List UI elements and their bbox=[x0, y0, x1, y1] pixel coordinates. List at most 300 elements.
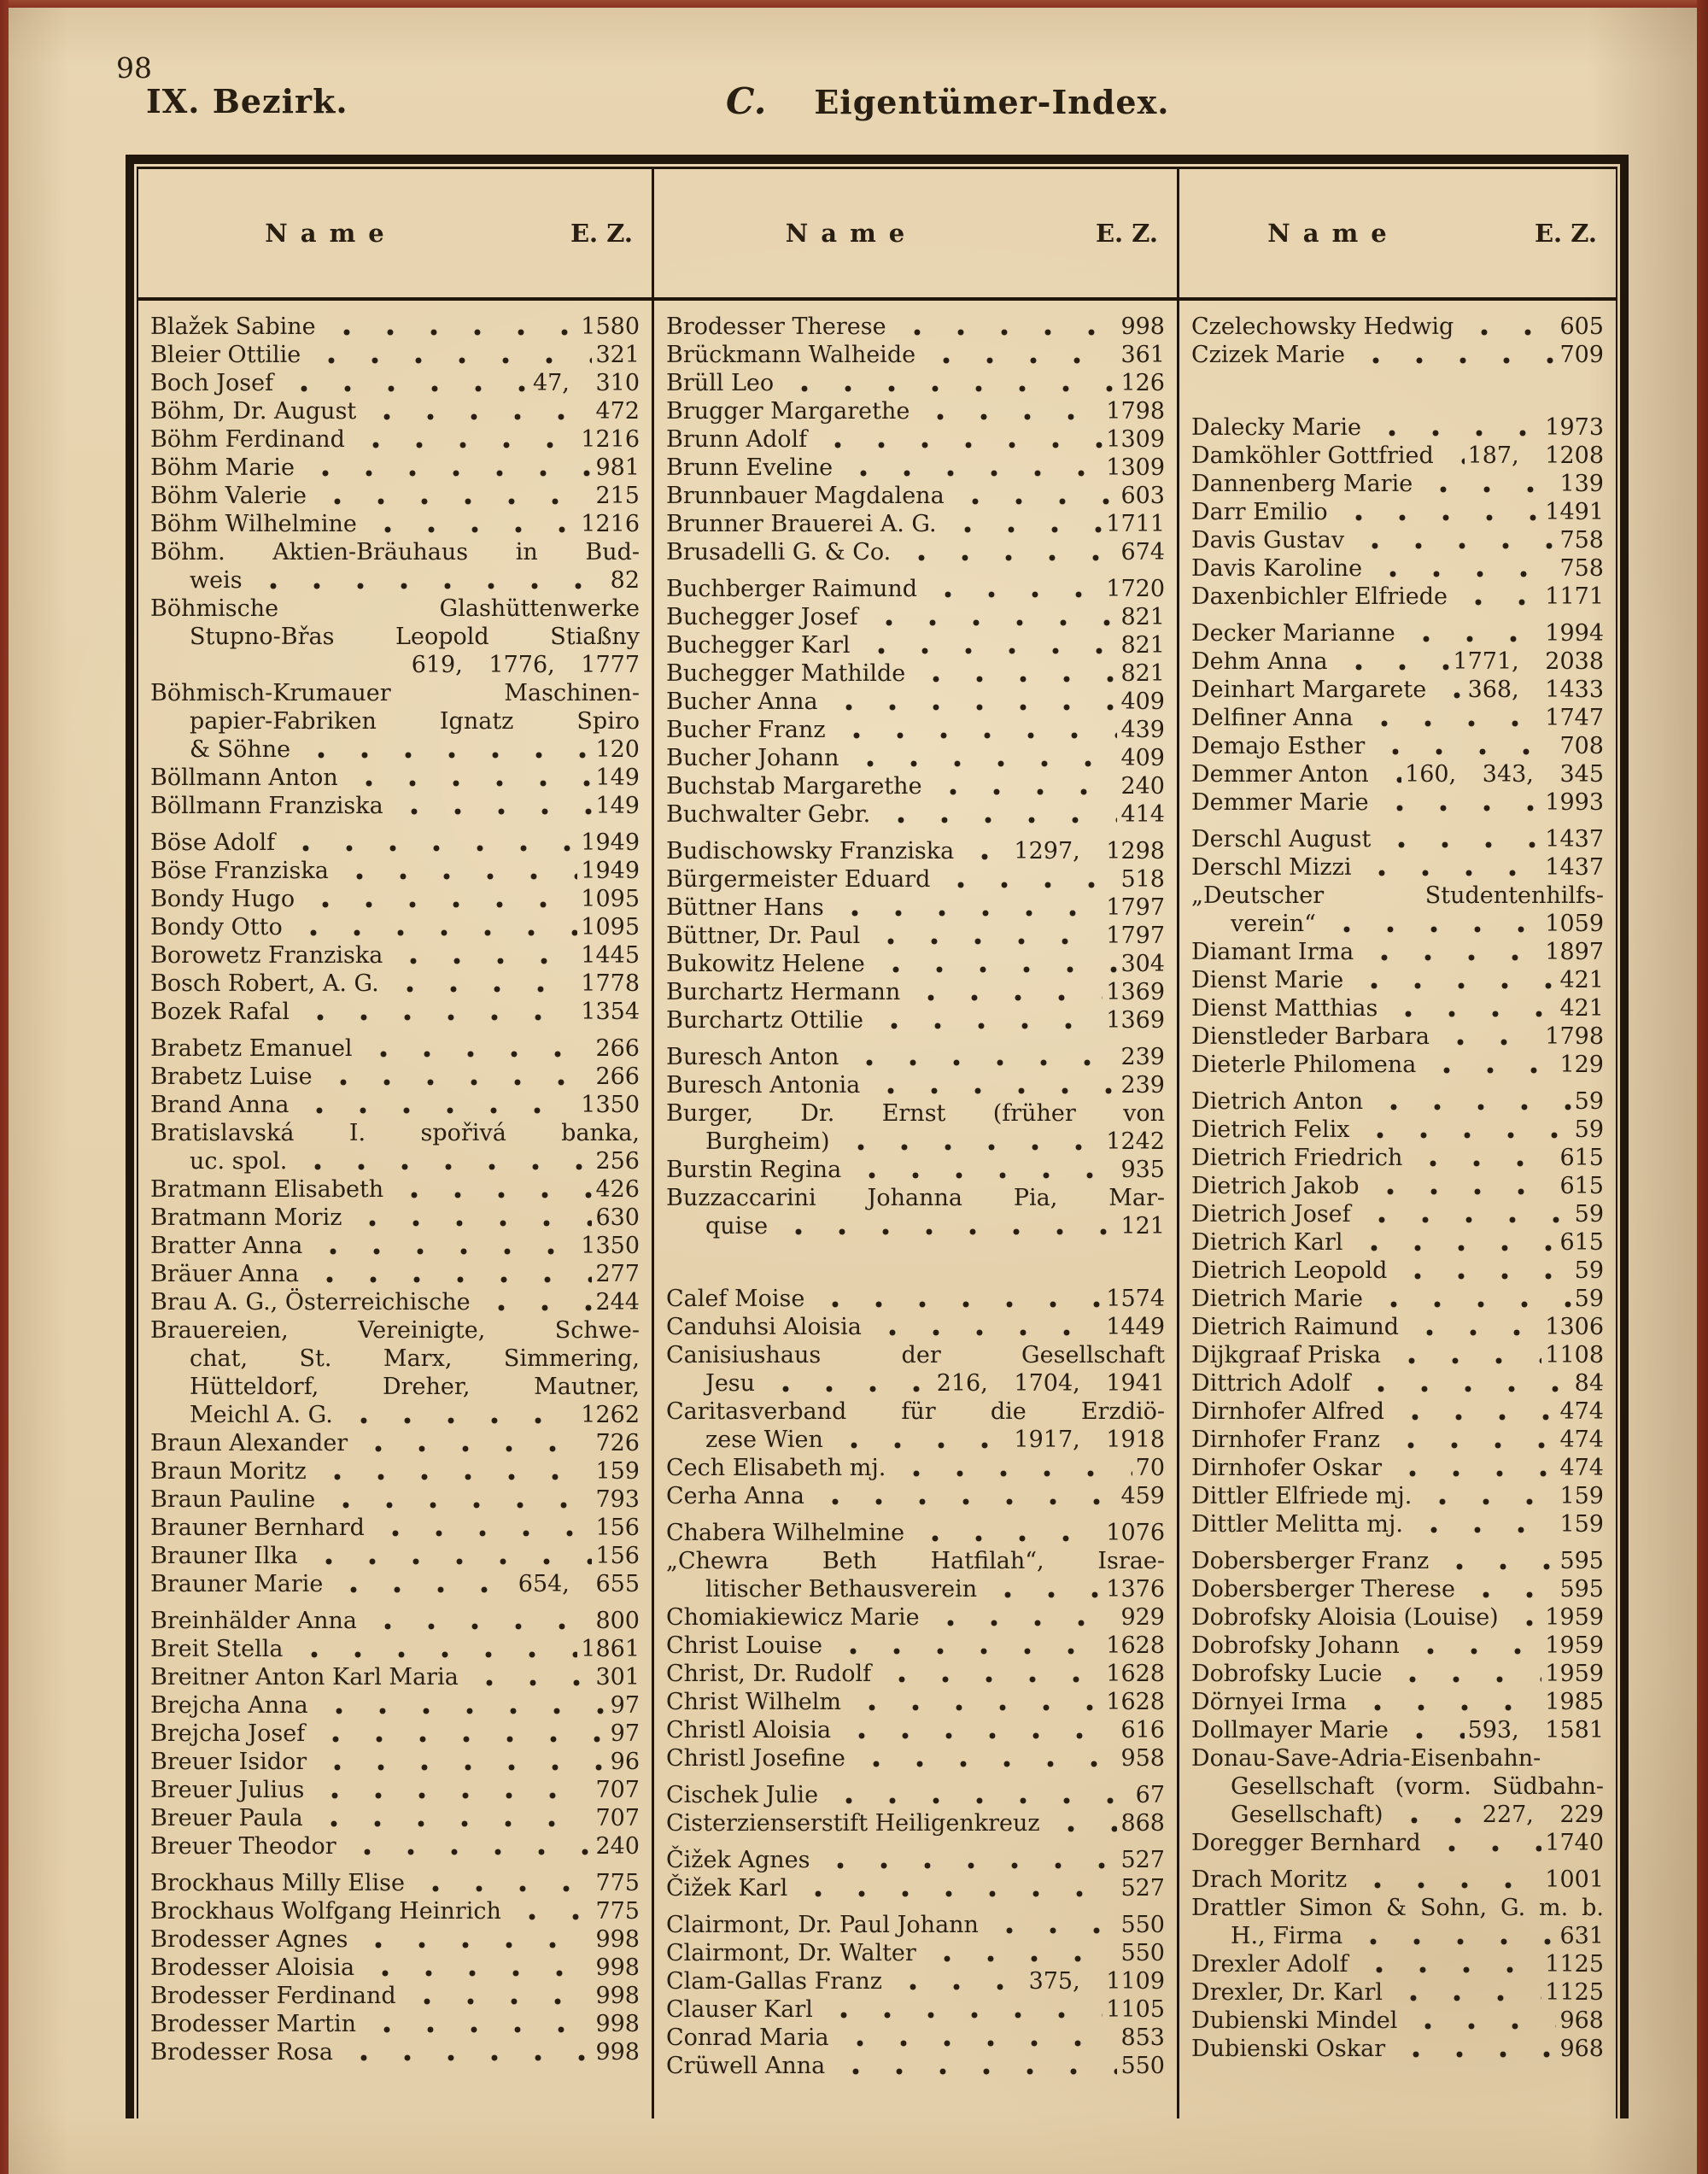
owner-name-line: Donau-Save-Adria-Eisenbahn- bbox=[1191, 1745, 1541, 1772]
dot-leader bbox=[834, 1716, 1117, 1744]
owner-name: Brodesser Rosa bbox=[150, 2039, 333, 2066]
dot-leader bbox=[890, 313, 1118, 341]
entry-last-line bbox=[150, 1401, 640, 1429]
owner-name: Christ Wilhelm bbox=[666, 1689, 842, 1715]
index-entry bbox=[1191, 1547, 1604, 1575]
owner-name: Böllmann Anton bbox=[150, 765, 338, 791]
ez-number: 707 bbox=[595, 1805, 640, 1831]
owner-name: Dietrich Marie bbox=[1191, 1286, 1364, 1312]
entry-last-line bbox=[666, 454, 1165, 482]
dot-leader bbox=[277, 369, 529, 397]
index-entry bbox=[150, 1316, 640, 1429]
dot-leader bbox=[505, 1897, 593, 1925]
entry-last-line bbox=[666, 1043, 1165, 1071]
owner-name: verein“ bbox=[1231, 911, 1316, 937]
owner-name: Dietrich Felix bbox=[1191, 1116, 1350, 1143]
index-entry bbox=[150, 482, 640, 510]
owner-name-line: Canisiushaus der Gesellschaft bbox=[666, 1342, 1165, 1368]
dot-leader bbox=[810, 425, 1103, 454]
owner-name: Conrad Maria bbox=[666, 2025, 829, 2051]
index-entry bbox=[666, 1603, 1165, 1632]
owner-name: litischer Bethausverein bbox=[705, 1576, 978, 1603]
entry-last-line bbox=[666, 1369, 1165, 1398]
dot-leader bbox=[298, 454, 593, 482]
owner-name: Bratter Anna bbox=[150, 1233, 303, 1259]
owner-name: Dietrich Josef bbox=[1191, 1201, 1351, 1228]
index-entry bbox=[1191, 788, 1604, 817]
index-entry bbox=[150, 2010, 640, 2038]
dot-leader bbox=[292, 1091, 577, 1119]
owner-name-line: Bratislavská I. spořivá banka, bbox=[150, 1120, 640, 1146]
index-entry bbox=[150, 1925, 640, 1954]
ez-number: 227, 229 bbox=[1482, 1802, 1604, 1828]
index-entry bbox=[150, 369, 640, 397]
dot-leader bbox=[408, 1869, 592, 1897]
ez-number: 266 bbox=[595, 1035, 640, 1062]
index-entry bbox=[150, 2038, 640, 2066]
dot-leader bbox=[336, 1401, 577, 1429]
entry-last-line bbox=[666, 603, 1165, 631]
dot-leader bbox=[920, 1939, 1118, 1967]
ez-number: 1076 bbox=[1106, 1520, 1165, 1546]
ez-number: 1449 bbox=[1106, 1314, 1165, 1340]
ez-number: 1445 bbox=[581, 942, 640, 969]
owner-name-line: chat, St. Marx, Simmering, bbox=[190, 1345, 640, 1372]
owner-name: Diamant Irma bbox=[1191, 939, 1354, 965]
dot-leader bbox=[360, 510, 577, 538]
index-entry bbox=[666, 1043, 1165, 1071]
ez-number: 426 bbox=[595, 1176, 640, 1203]
index-entry bbox=[150, 1869, 640, 1897]
index-entry bbox=[1191, 1716, 1604, 1744]
ez-number: 474 bbox=[1559, 1398, 1604, 1425]
ez-number: 159 bbox=[1559, 1511, 1604, 1538]
entry-last-line bbox=[666, 1575, 1165, 1603]
dot-leader bbox=[828, 894, 1103, 922]
owner-name: Brejcha Josef bbox=[150, 1720, 306, 1747]
ez-number: 1994 bbox=[1545, 620, 1604, 647]
dot-leader bbox=[1346, 1922, 1556, 1950]
entry-last-line bbox=[150, 764, 640, 792]
entry-last-line bbox=[150, 1288, 640, 1316]
ez-number: 1771, 2038 bbox=[1453, 648, 1604, 675]
entry-last-line bbox=[150, 913, 640, 941]
ez-number: 1747 bbox=[1545, 705, 1604, 731]
owner-name: Brand Anna bbox=[150, 1092, 290, 1118]
index-entry bbox=[666, 1939, 1165, 1967]
owner-name: Czizek Marie bbox=[1191, 342, 1345, 368]
index-entry bbox=[150, 1542, 640, 1570]
dot-leader bbox=[1363, 1172, 1557, 1200]
index-entry bbox=[1191, 1172, 1604, 1200]
index-entry bbox=[666, 688, 1165, 716]
index-entry bbox=[666, 894, 1165, 922]
entry-last-line bbox=[1191, 760, 1604, 788]
dot-leader bbox=[1319, 910, 1541, 938]
ez-number: 1985 bbox=[1545, 1689, 1604, 1715]
dot-leader bbox=[863, 1071, 1117, 1099]
entry-last-line bbox=[666, 1716, 1165, 1744]
owner-name: Brockhaus Milly Elise bbox=[150, 1870, 406, 1896]
dot-leader bbox=[1374, 825, 1541, 853]
index-entry bbox=[666, 865, 1165, 894]
index-column-1 bbox=[138, 301, 654, 2118]
entry-last-line bbox=[666, 575, 1165, 603]
dot-leader bbox=[1331, 648, 1450, 676]
index-entry bbox=[1191, 583, 1604, 611]
entry-last-line bbox=[1191, 1801, 1604, 1829]
index-entry bbox=[150, 829, 640, 857]
index-entry bbox=[150, 1663, 640, 1691]
dot-leader bbox=[368, 1514, 593, 1542]
owner-name: Bratmann Elisabeth bbox=[150, 1176, 384, 1203]
owner-name-line: papier-Fabriken Ignatz Spiro bbox=[190, 708, 640, 735]
ez-number: 821 bbox=[1120, 660, 1165, 687]
owner-name: Dirnhofer Oskar bbox=[1191, 1455, 1383, 1481]
entry-last-line bbox=[1191, 704, 1604, 732]
owner-name: Dietrich Karl bbox=[1191, 1229, 1343, 1256]
index-entry bbox=[150, 1485, 640, 1514]
name-column-label: Name bbox=[785, 219, 918, 248]
index-entry bbox=[150, 941, 640, 970]
ez-number: 1973 bbox=[1545, 414, 1604, 441]
ez-number: 159 bbox=[1559, 1483, 1604, 1509]
entry-last-line bbox=[1191, 1285, 1604, 1313]
entry-last-line bbox=[1191, 1482, 1604, 1510]
index-entry bbox=[666, 1781, 1165, 1809]
entry-last-line bbox=[666, 1519, 1165, 1547]
entry-last-line bbox=[1191, 442, 1604, 470]
ez-number: 1350 bbox=[581, 1233, 640, 1259]
ez-number: 1574 bbox=[1106, 1286, 1165, 1312]
index-entry bbox=[666, 1184, 1165, 1240]
index-entry bbox=[1191, 1978, 1604, 2007]
owner-name: Brugger Margarethe bbox=[666, 398, 910, 425]
owner-name: Burchartz Hermann bbox=[666, 979, 901, 1005]
index-entry bbox=[1191, 1894, 1604, 1950]
ez-number: 1580 bbox=[581, 314, 640, 340]
owner-name: Davis Karoline bbox=[1191, 555, 1363, 582]
owner-name-line: „Chewra Beth Hatfilah“, Israe- bbox=[666, 1548, 1165, 1574]
dot-leader bbox=[854, 631, 1118, 659]
ez-number: 821 bbox=[1120, 632, 1165, 659]
dot-leader bbox=[287, 1635, 578, 1663]
entry-last-line bbox=[150, 1514, 640, 1542]
owner-name-line: Caritasverband für die Erzdiö- bbox=[666, 1398, 1165, 1425]
ez-number: 1242 bbox=[1106, 1128, 1165, 1155]
index-entry bbox=[1191, 470, 1604, 498]
owner-name: Gesellschaft) bbox=[1231, 1802, 1383, 1828]
owner-name: Chomiakiewicz Marie bbox=[666, 1604, 920, 1631]
entry-last-line bbox=[1191, 1632, 1604, 1660]
owner-name: Dienst Marie bbox=[1191, 967, 1344, 993]
index-entry bbox=[1191, 1426, 1604, 1454]
owner-name: Bondy Hugo bbox=[150, 886, 295, 912]
index-entry bbox=[150, 792, 640, 820]
owner-name: Deinhart Margarete bbox=[1191, 677, 1427, 703]
entry-last-line bbox=[150, 425, 640, 454]
owner-name: Damköhler Gottfried bbox=[1191, 442, 1434, 469]
entry-last-line bbox=[150, 1691, 640, 1720]
dot-leader bbox=[360, 397, 592, 425]
index-entry bbox=[1191, 554, 1604, 583]
ez-number: 266 bbox=[595, 1064, 640, 1090]
dot-leader bbox=[827, 1426, 1011, 1454]
dot-leader bbox=[1368, 732, 1556, 760]
ez-number: 968 bbox=[1559, 2007, 1604, 2034]
ez-number: 215 bbox=[595, 483, 640, 509]
entry-last-line bbox=[666, 688, 1165, 716]
ez-number: 998 bbox=[1120, 314, 1165, 340]
dot-leader bbox=[919, 341, 1117, 369]
entry-last-line bbox=[150, 1832, 640, 1860]
entry-last-line bbox=[150, 1260, 640, 1288]
entry-last-line bbox=[666, 772, 1165, 800]
owner-name: Burgheim) bbox=[705, 1128, 830, 1155]
entry-last-line bbox=[666, 1285, 1165, 1313]
owner-name: Brunner Brauerei A. G. bbox=[666, 511, 937, 537]
ez-number: 1959 bbox=[1545, 1604, 1604, 1631]
entry-last-line bbox=[666, 744, 1165, 772]
owner-name: Dienst Matthias bbox=[1191, 995, 1378, 1022]
index-entry bbox=[150, 970, 640, 998]
dot-leader bbox=[874, 800, 1117, 829]
index-entry bbox=[150, 1063, 640, 1091]
entry-last-line bbox=[1191, 1172, 1604, 1200]
dot-leader bbox=[1430, 676, 1464, 704]
owner-name: Daxenbichler Elfriede bbox=[1191, 583, 1448, 610]
entry-last-line bbox=[150, 651, 640, 679]
owner-name: Dubienski Mindel bbox=[1191, 2007, 1398, 2034]
ez-number: 1125 bbox=[1545, 1979, 1604, 2006]
dot-leader bbox=[302, 1260, 592, 1288]
dot-leader bbox=[336, 2038, 592, 2066]
dot-leader bbox=[863, 922, 1103, 950]
owner-name: Breuer Isidor bbox=[150, 1749, 307, 1775]
name-column-label: Name bbox=[265, 219, 397, 248]
dot-leader bbox=[1459, 1575, 1557, 1603]
dot-leader bbox=[845, 1688, 1103, 1716]
dot-leader bbox=[286, 913, 578, 941]
entry-last-line bbox=[150, 1776, 640, 1804]
owner-name: Büttner Hans bbox=[666, 894, 824, 921]
owner-name: Christ, Dr. Rudolf bbox=[666, 1661, 872, 1687]
owner-name-line: Stupno-Břas Leopold Stiaßny bbox=[190, 624, 640, 650]
ez-number: 160, 343, 345 bbox=[1405, 761, 1604, 788]
ez-number: 59 bbox=[1574, 1088, 1604, 1115]
dot-leader bbox=[771, 1212, 1117, 1240]
dot-leader bbox=[1502, 1603, 1542, 1632]
ez-number: 821 bbox=[1120, 604, 1165, 630]
index-entry bbox=[666, 2052, 1165, 2080]
ez-number: 361 bbox=[1120, 342, 1165, 368]
dot-leader bbox=[889, 1454, 1132, 1482]
entry-last-line bbox=[1191, 1023, 1604, 1051]
entry-last-line bbox=[1191, 1257, 1604, 1285]
ez-number: 1491 bbox=[1545, 499, 1604, 525]
owner-name: Cischek Julie bbox=[666, 1782, 819, 1808]
entry-last-line bbox=[666, 425, 1165, 454]
dot-leader bbox=[1353, 1116, 1571, 1144]
dot-leader bbox=[777, 369, 1117, 397]
table-inner-frame bbox=[137, 167, 1617, 2118]
dot-leader bbox=[845, 1156, 1117, 1184]
owner-name: Dobrofsky Lucie bbox=[1191, 1661, 1383, 1687]
index-entry bbox=[1191, 760, 1604, 788]
index-entry bbox=[1191, 1688, 1604, 1716]
ez-number: 96 bbox=[610, 1749, 640, 1775]
dot-leader bbox=[758, 1369, 933, 1398]
index-entry bbox=[666, 1547, 1165, 1603]
index-entry bbox=[666, 1809, 1165, 1837]
entry-last-line bbox=[666, 837, 1165, 865]
ez-number: 726 bbox=[595, 1430, 640, 1456]
dot-leader bbox=[980, 1575, 1103, 1603]
dot-leader bbox=[1386, 1978, 1541, 2007]
owner-name: Boch Josef bbox=[150, 370, 274, 396]
ez-number: 1993 bbox=[1545, 789, 1604, 816]
dot-leader bbox=[1372, 760, 1401, 788]
dot-leader bbox=[1044, 1809, 1118, 1837]
owner-name: Christ Louise bbox=[666, 1632, 822, 1659]
entry-last-line bbox=[666, 1688, 1165, 1716]
dot-leader bbox=[816, 1995, 1103, 2024]
entry-last-line bbox=[1191, 1051, 1604, 1079]
book-edge-left bbox=[0, 0, 9, 2174]
dot-leader bbox=[307, 1776, 592, 1804]
district-heading: IX. Bezirk. bbox=[146, 82, 348, 120]
entry-last-line bbox=[150, 1063, 640, 1091]
entry-last-line bbox=[150, 1869, 640, 1897]
ez-number: 615 bbox=[1559, 1145, 1604, 1171]
index-title: Eigentümer-Index. bbox=[814, 83, 1170, 121]
ez-number: 998 bbox=[595, 1954, 640, 1981]
ez-number: 708 bbox=[1559, 733, 1604, 759]
dot-leader bbox=[1407, 1510, 1557, 1538]
dot-leader bbox=[340, 1832, 593, 1860]
entry-last-line bbox=[666, 2052, 1165, 2080]
dot-leader bbox=[348, 425, 577, 454]
owner-name: Breinhälder Anna bbox=[150, 1608, 357, 1634]
index-entry bbox=[150, 425, 640, 454]
index-entry bbox=[666, 659, 1165, 688]
table-header-row bbox=[138, 169, 1616, 301]
dot-leader bbox=[1392, 1716, 1465, 1744]
dot-leader bbox=[1399, 619, 1542, 648]
index-entry bbox=[666, 1632, 1165, 1660]
entry-last-line bbox=[666, 341, 1165, 369]
owner-name: Drexler, Dr. Karl bbox=[1191, 1979, 1383, 2006]
ez-number: 1376 bbox=[1106, 1576, 1165, 1603]
owner-name: Dieterle Philomena bbox=[1191, 1052, 1417, 1078]
index-entry bbox=[666, 1846, 1165, 1874]
dot-leader bbox=[345, 1204, 592, 1232]
ez-number: 981 bbox=[595, 454, 640, 481]
entry-last-line bbox=[150, 1034, 640, 1063]
index-entry bbox=[150, 1832, 640, 1860]
entry-last-line bbox=[1191, 1369, 1604, 1398]
dot-leader bbox=[351, 1429, 592, 1457]
entry-last-line bbox=[1191, 1228, 1604, 1257]
index-entry bbox=[150, 1776, 640, 1804]
entry-last-line bbox=[666, 978, 1165, 1006]
index-entry bbox=[666, 538, 1165, 566]
index-entry bbox=[666, 1716, 1165, 1744]
index-entry bbox=[150, 313, 640, 341]
owner-name: Dörnyei Irma bbox=[1191, 1689, 1347, 1715]
owner-name: Brüll Leo bbox=[666, 370, 775, 396]
owner-name: Breuer Julius bbox=[150, 1777, 305, 1803]
index-entry bbox=[1191, 1482, 1604, 1510]
ez-number: 1949 bbox=[581, 858, 640, 884]
owner-name: Demmer Marie bbox=[1191, 789, 1369, 816]
owner-name: Derschl Mizzi bbox=[1191, 854, 1352, 881]
entry-last-line bbox=[150, 1663, 640, 1691]
index-entry bbox=[1191, 2035, 1604, 2063]
index-entry bbox=[1191, 413, 1604, 442]
ez-number: 1297, 1298 bbox=[1014, 838, 1165, 864]
ez-number: 793 bbox=[595, 1486, 640, 1513]
owner-name: Buchstab Margarethe bbox=[666, 773, 922, 800]
index-entry bbox=[666, 1398, 1165, 1454]
owner-name: Dietrich Friedrich bbox=[1191, 1145, 1403, 1171]
owner-name: Clairmont, Dr. Walter bbox=[666, 1940, 916, 1966]
index-entry bbox=[1191, 1510, 1604, 1538]
entry-last-line bbox=[666, 538, 1165, 566]
owner-name: uc. spol. bbox=[190, 1148, 288, 1175]
dot-leader bbox=[1415, 1482, 1556, 1510]
index-entry bbox=[150, 913, 640, 941]
dot-leader bbox=[360, 1607, 592, 1635]
owner-name: Böse Franziska bbox=[150, 858, 329, 884]
ez-number: 121 bbox=[1120, 1213, 1165, 1239]
index-entry bbox=[1191, 1744, 1604, 1829]
entry-last-line bbox=[150, 397, 640, 425]
entry-last-line bbox=[1191, 313, 1604, 341]
dot-leader bbox=[1366, 1087, 1571, 1116]
ez-number: 1108 bbox=[1545, 1342, 1604, 1368]
entry-last-line bbox=[1191, 1341, 1604, 1369]
owner-name-line: Drattler Simon & Sohn, G. m. b. bbox=[1191, 1895, 1604, 1921]
owner-name: Dobrofsky Johann bbox=[1191, 1632, 1400, 1659]
ez-number: 82 bbox=[610, 567, 640, 594]
ez-number: 240 bbox=[595, 1833, 640, 1860]
index-entry bbox=[1191, 676, 1604, 704]
index-entry bbox=[150, 1720, 640, 1748]
entry-last-line bbox=[666, 1156, 1165, 1184]
index-entry bbox=[1191, 1051, 1604, 1079]
owner-name: Bräuer Anna bbox=[150, 1261, 300, 1287]
index-entry bbox=[666, 1519, 1165, 1547]
dot-leader bbox=[1424, 1829, 1542, 1857]
entry-last-line bbox=[150, 1485, 640, 1514]
owner-name: Dirnhofer Alfred bbox=[1191, 1398, 1384, 1425]
index-entry bbox=[150, 1607, 640, 1635]
index-entry bbox=[666, 341, 1165, 369]
entry-last-line bbox=[666, 1744, 1165, 1773]
owner-name: Brauner Bernhard bbox=[150, 1515, 365, 1541]
entry-last-line bbox=[666, 894, 1165, 922]
index-entry bbox=[1191, 1023, 1604, 1051]
index-entry bbox=[1191, 704, 1604, 732]
owner-name: Brückmann Walheide bbox=[666, 342, 916, 368]
owner-name: & Söhne bbox=[190, 736, 291, 763]
index-entry bbox=[150, 1514, 640, 1542]
ez-number: 1628 bbox=[1106, 1661, 1165, 1687]
entry-last-line bbox=[150, 1570, 640, 1598]
entry-last-line bbox=[1191, 1144, 1604, 1172]
book-edge-top bbox=[0, 0, 1708, 8]
